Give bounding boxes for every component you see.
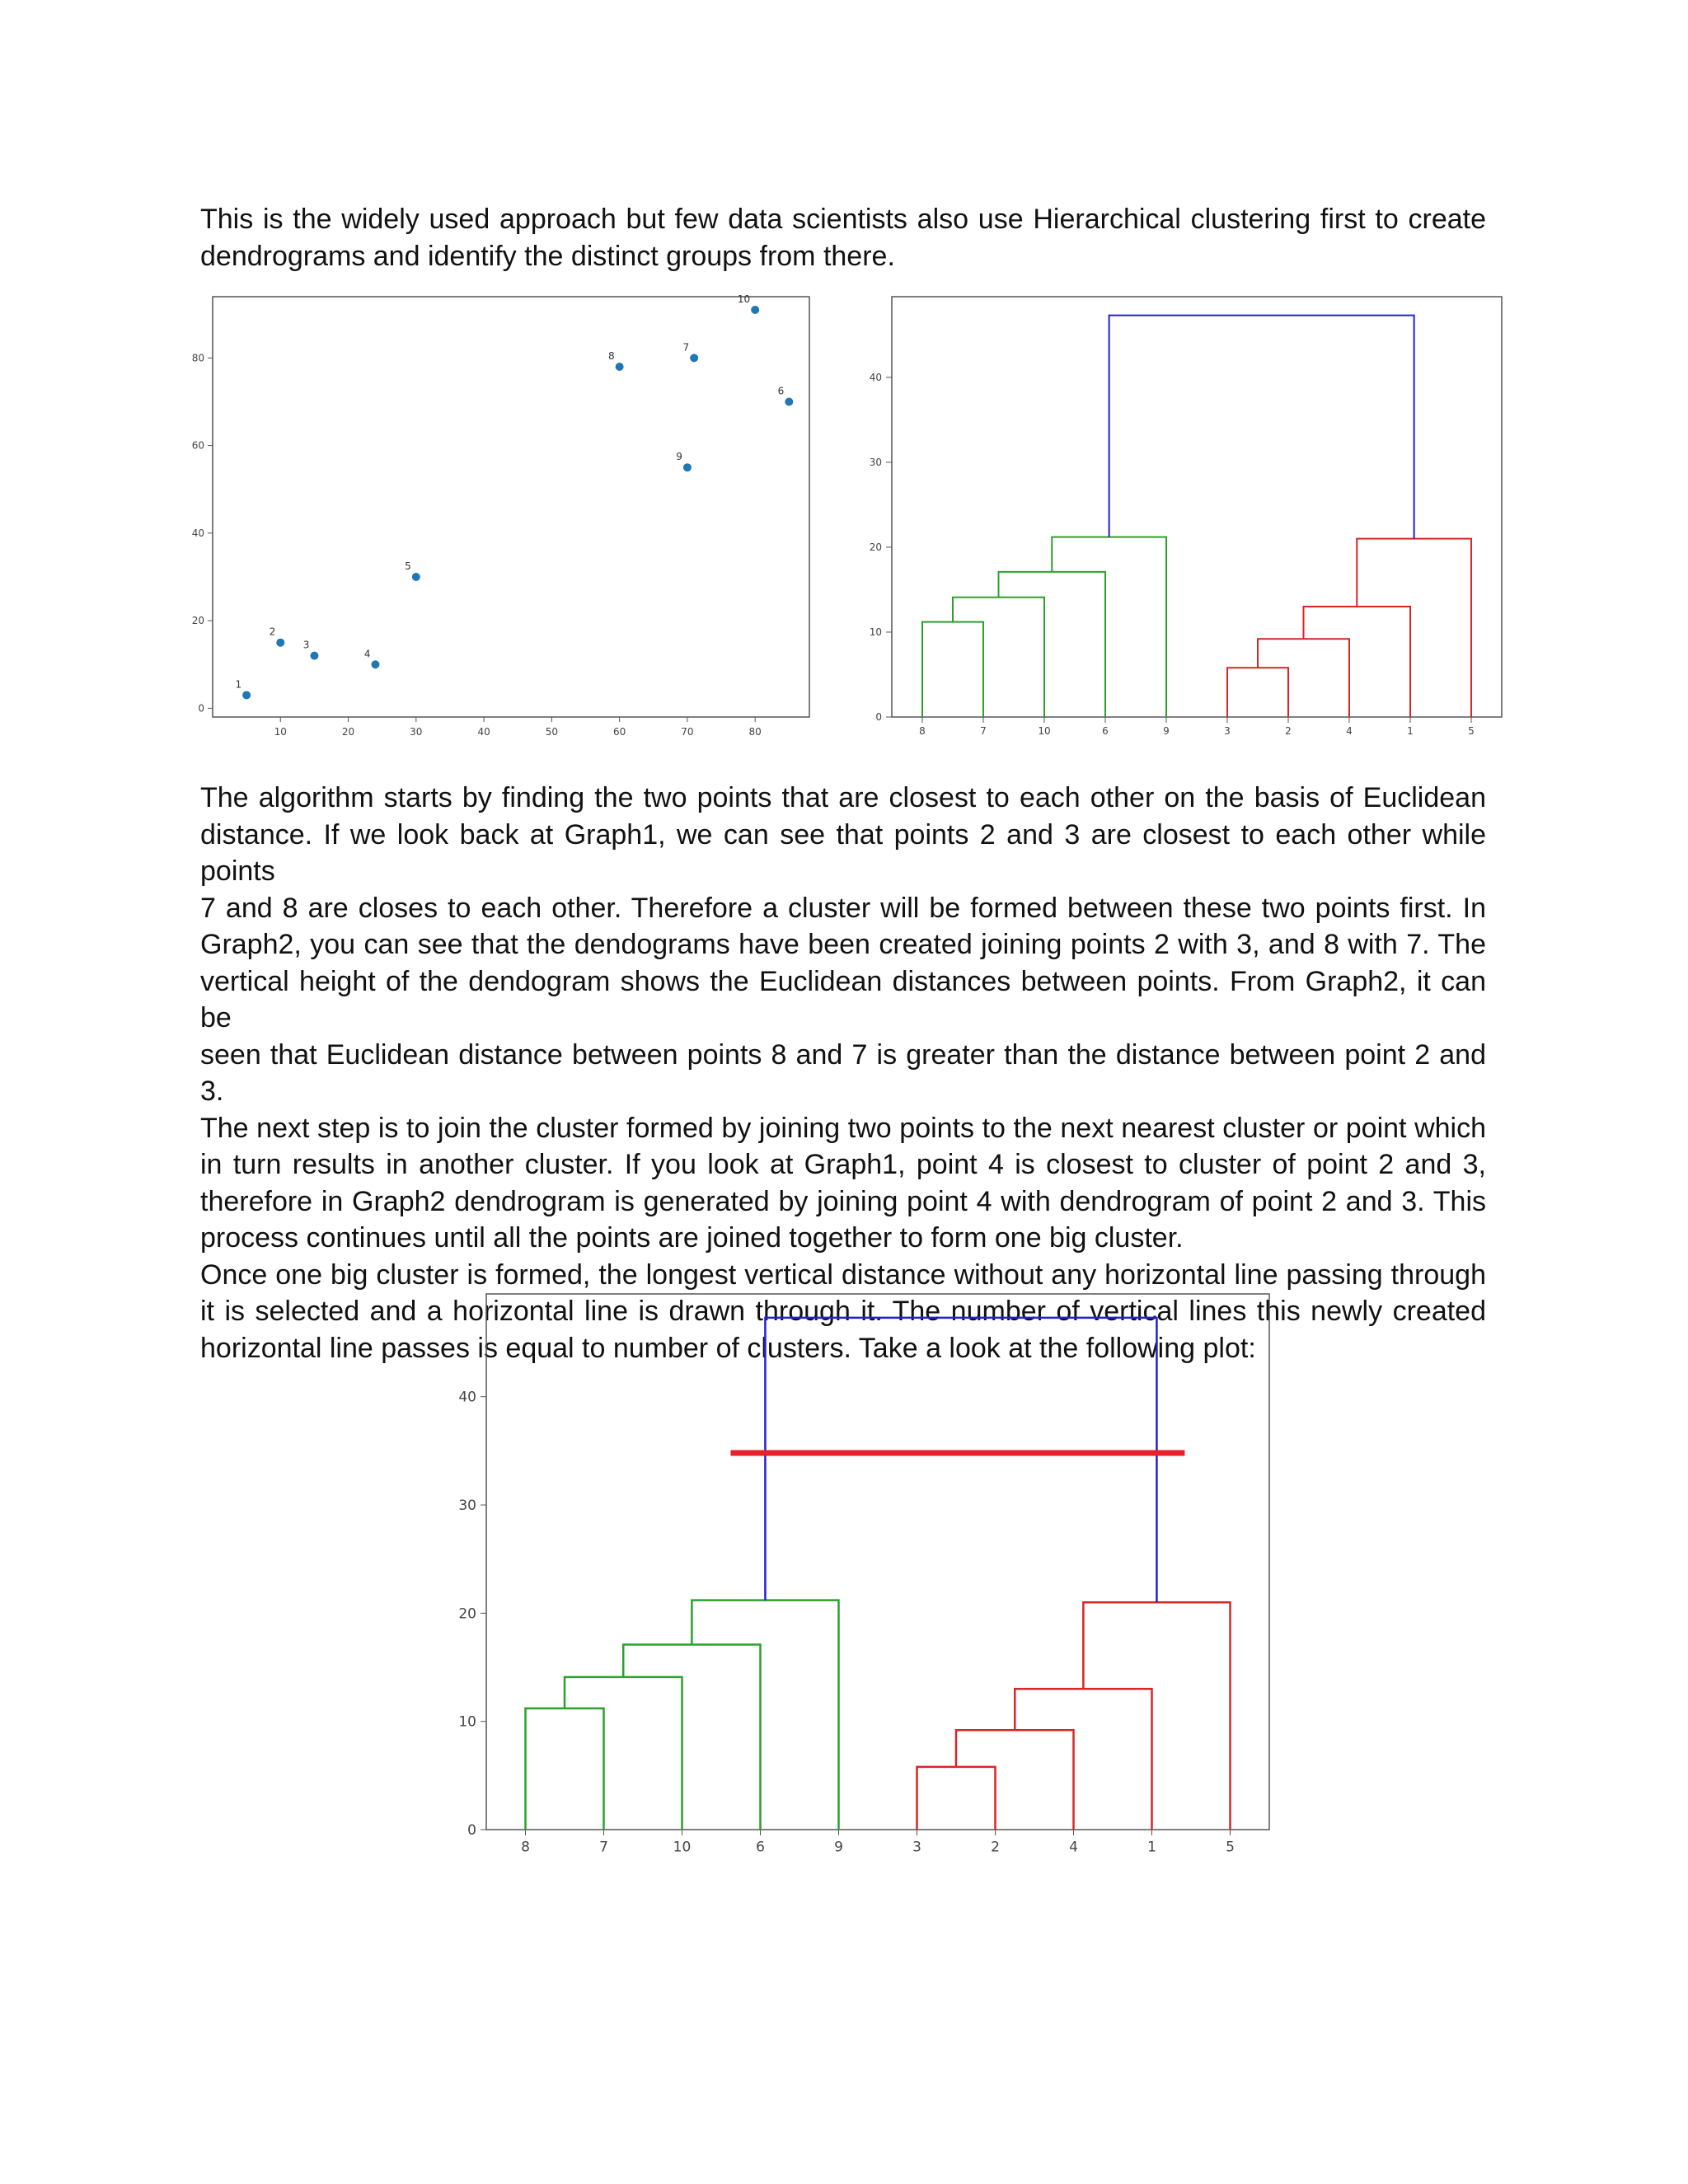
dendrogram-link [1258,639,1349,717]
y-tick-label: 20 [869,541,882,554]
point-label: 4 [363,648,371,660]
y-tick-label: 0 [875,711,882,724]
y-tick-label: 0 [198,702,204,715]
dendrogram-with-cut-line [420,1286,1278,1879]
dendrogram-link [1015,1689,1151,1830]
dendrogram-link [956,1730,1074,1830]
leaf-label: 6 [756,1839,765,1856]
dendrogram-link [565,1677,682,1830]
text-line: vertical height of the dendogram shows the Euclidean distances between points. From Graph2, it can be [200,965,1486,1033]
y-tick-label: 10 [458,1713,476,1731]
point-label: 2 [269,626,276,638]
point-label: 5 [405,560,411,572]
leaf-label: 2 [1285,724,1292,737]
point-label: 1 [235,678,242,691]
leaf-label: 4 [1346,724,1353,737]
text-line: therefore in Graph2 dendrogram is generated by joining point 4 with dendrogram of point 2 and 3. This [200,1185,1486,1217]
data-point [276,639,284,647]
y-tick-label: 10 [869,626,882,639]
x-tick-label: 60 [612,726,626,738]
data-point [683,463,692,471]
leaf-label: 1 [1407,724,1414,737]
point-label: 10 [737,293,751,305]
leaf-label: 7 [980,724,987,737]
leaf-label: 10 [1038,724,1051,737]
dendrogram-link [765,1318,1156,1602]
x-tick-label: 30 [410,726,423,738]
x-tick-label: 10 [274,726,287,738]
dendrogram-link [1357,539,1471,717]
x-tick-label: 50 [545,726,559,738]
leaf-label: 3 [912,1839,921,1856]
dendrogram-link [1083,1602,1230,1830]
text-line: dendrograms and identify the distinct groups from there. [200,240,895,272]
intro-paragraph [200,201,1486,274]
scatter-plot-graph1 [165,288,816,750]
leaf-label: 8 [521,1839,530,1856]
y-tick-label: 0 [467,1821,476,1839]
data-point [242,691,251,699]
text-line: The next step is to join the cluster formed by joining two points to the next nearest cluster or point which [200,1112,1486,1144]
data-point [751,306,759,314]
text-line: distance. If we look back at Graph1, we can see that points 2 and 3 are closest to each other while points [200,818,1486,887]
text-line: Once one big cluster is formed, the longest vertical distance without any horizontal line passing through [200,1258,1486,1291]
data-point [371,660,379,668]
leaf-label: 9 [834,1839,843,1856]
leaf-label: 8 [919,724,926,737]
point-label: 3 [302,639,310,651]
plot-frame [213,297,809,717]
data-point [310,652,318,660]
y-tick-label: 80 [191,352,204,364]
y-tick-label: 30 [458,1497,476,1515]
text-line: Graph2, you can see that the dendograms have been created joining points 2 with 3, and 8 with 7. The [200,929,1486,960]
text-line: 7 and 8 are closes to each other. Therefore a cluster will be formed between these two points first. In [200,892,1486,924]
dendrogram-link [1109,316,1414,539]
data-point [690,354,698,362]
point-label: 9 [676,451,682,463]
y-tick-label: 40 [869,372,882,384]
leaf-label: 3 [1224,724,1231,737]
dendrogram-link [1304,607,1411,717]
x-tick-label: 70 [681,726,694,738]
data-point [412,573,420,581]
x-tick-label: 20 [341,726,355,738]
leaf-label: 1 [1147,1839,1156,1856]
dendrogram-link [953,598,1044,717]
y-tick-label: 30 [869,457,882,469]
text-line: it is selected and a horizontal line is drawn through it. The number of vertical lines this newly created [200,1296,1486,1327]
leaf-label: 7 [599,1839,608,1856]
dendrogram-link [526,1708,604,1830]
y-tick-label: 40 [458,1389,476,1406]
leaf-label: 6 [1102,724,1109,737]
point-label: 6 [777,385,785,397]
text-line: horizontal line passes is equal to number of clusters. Take a look at the following plot: [200,1332,1256,1364]
dendrogram-link [917,1767,996,1830]
point-label: 7 [682,341,690,354]
x-tick-label: 80 [748,726,762,738]
y-tick-label: 60 [191,439,204,452]
dendrogram-link [922,622,983,717]
y-tick-label: 20 [191,615,204,627]
leaf-label: 9 [1163,724,1170,737]
dendrogram-graph2 [857,288,1517,750]
text-line: seen that Euclidean distance between points 8 and 7 is greater than the distance between point 2 and 3. [200,1038,1486,1107]
dendrogram-link [623,1644,760,1830]
dendrogram-link [1052,537,1166,717]
text-line: The algorithm starts by finding the two points that are closest to each other on the basis of Euclidean [200,782,1486,813]
dendrogram-link [1227,668,1288,717]
data-point [616,363,624,371]
leaf-label: 10 [673,1839,692,1856]
text-line: process continues until all the points are joined together to form one big cluster. [200,1222,1184,1254]
x-tick-label: 40 [477,726,490,738]
algorithm-paragraph [200,780,1486,1366]
point-label: 8 [607,350,615,362]
leaf-label: 5 [1226,1839,1235,1856]
text-line: in turn results in another cluster. If you look at Graph1, point 4 is closest to cluster of point 2 and 3, [200,1149,1486,1180]
y-tick-label: 20 [458,1605,476,1623]
text-line: This is the widely used approach but few data scientists also use Hierarchical clustering first to create [200,204,1486,235]
leaf-label: 5 [1468,724,1475,737]
y-tick-label: 40 [191,527,204,539]
dendrogram-link [692,1601,838,1830]
dendrogram-link [999,572,1106,717]
data-point [785,398,793,406]
leaf-label: 2 [991,1839,1000,1856]
leaf-label: 4 [1069,1839,1078,1856]
